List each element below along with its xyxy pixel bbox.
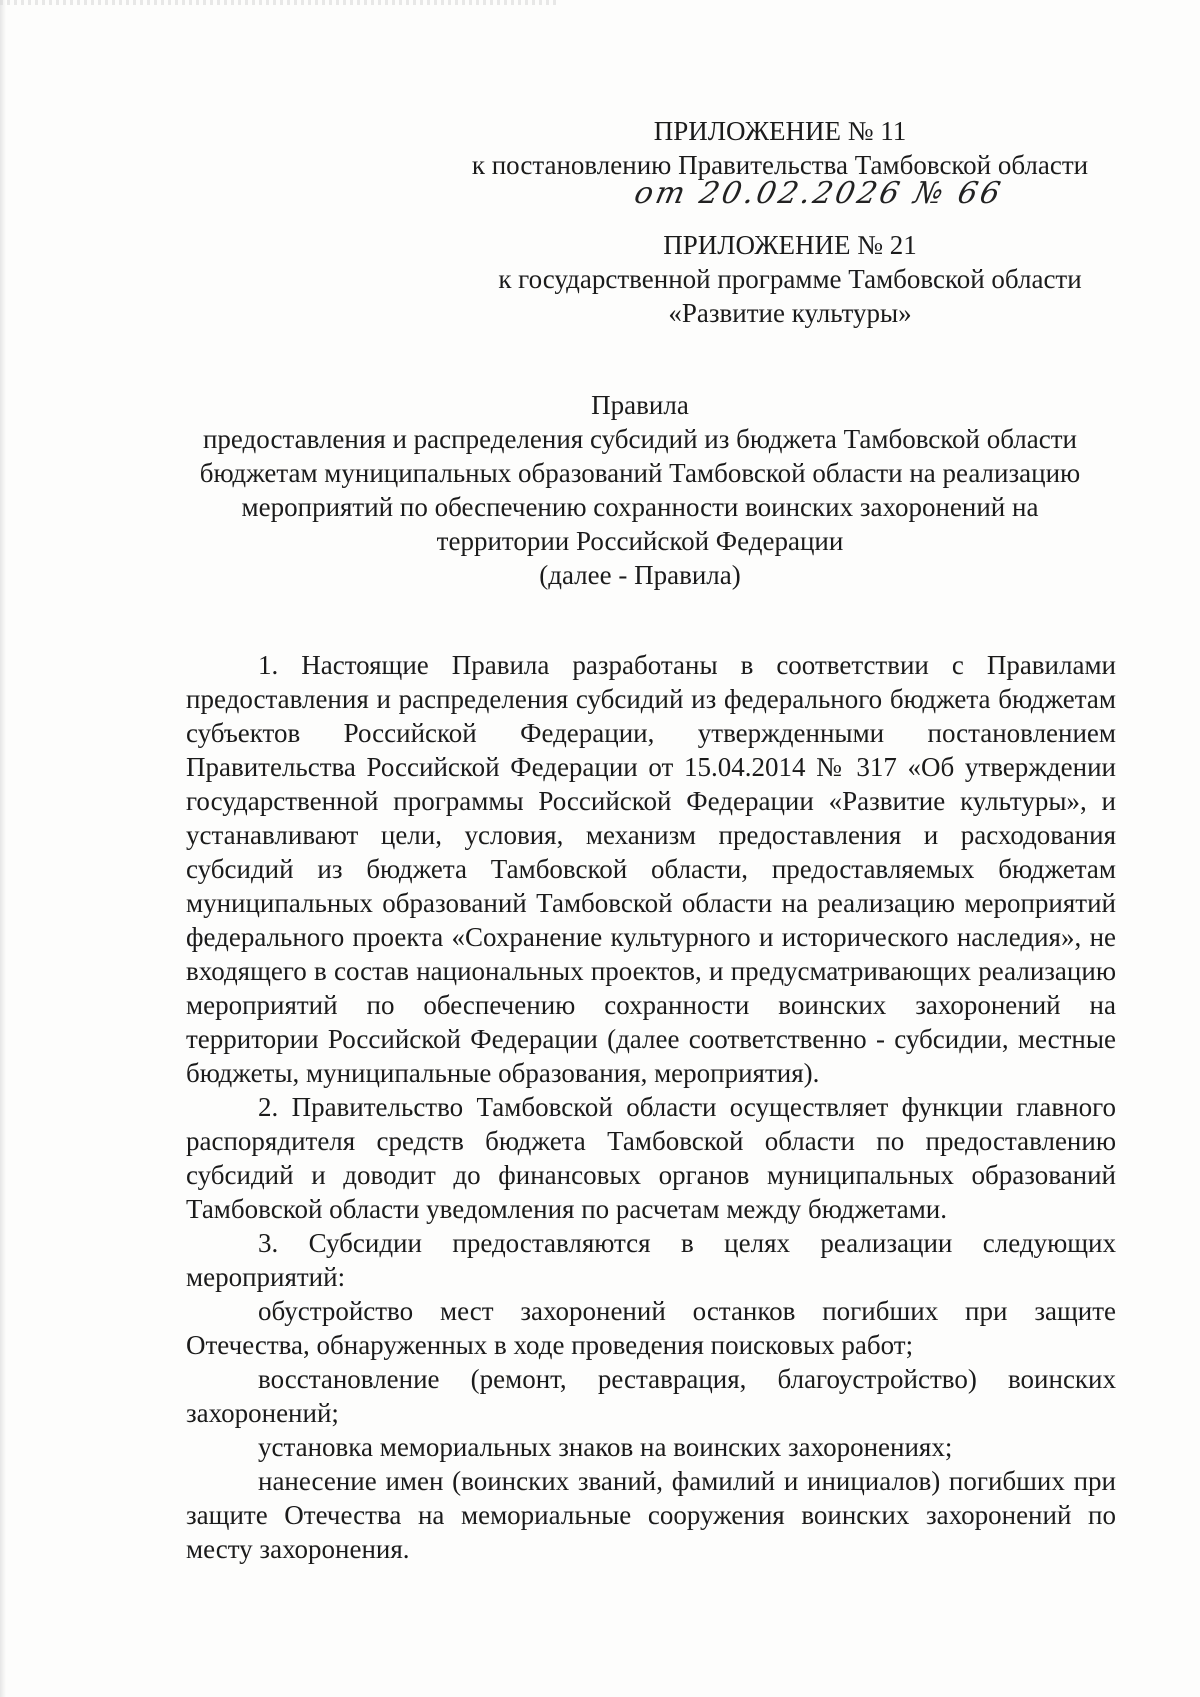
- appendix-21-program: «Развитие культуры»: [668, 298, 912, 328]
- appendix-11-title: ПРИЛОЖЕНИЕ № 11: [653, 116, 907, 146]
- document-title: [150, 388, 1130, 592]
- document-title-line: бюджетам муниципальных образований Тамбовской области на реализацию: [199, 458, 1081, 488]
- document-title-heading: Правила: [591, 390, 689, 420]
- paragraph-2: 2. Правительство Тамбовской области осуществляет функции главного распорядителя средств бюджета Тамбовской области по предоставлению субсидий и доводит до финансовых органов муниципальных образований Тамбовской области уведомления по расчетам между бюджетами.: [186, 1092, 1116, 1224]
- appendix-11-header: [460, 114, 1100, 182]
- scan-edge-artifact: [0, 0, 6, 1697]
- appendix-21-header: [480, 228, 1100, 330]
- paragraph-3: 3. Субсидии предоставляются в целях реализации следующих мероприятий:: [186, 1228, 1116, 1292]
- scan-top-artifact: [0, 0, 560, 5]
- paragraph-1: 1. Настоящие Правила разработаны в соответствии с Правилами предоставления и распределения субсидий из федерального бюджета бюджетам субъектов Российской Федерации, утвержденными постановлением Правительства Российской Федерации от 15.04.2014 № 317 «Об утверждении государственной программы Российской Федерации «Развитие культуры», и устанавливают цели, условия, механизм предоставления и расходования субсидий из бюджета Тамбовской области, предоставляемых бюджетам муниципальных образований Тамбовской области на реализацию мероприятий федерального проекта «Сохранение культурного и исторического наследия», не входящего в состав национальных проектов, и предусматривающих реализацию мероприятий по обеспечению сохранности воинских захоронений на территории Российской Федерации (далее соответственно - субсидии, местные бюджеты, муниципальные образования, мероприятия).: [186, 650, 1116, 1088]
- list-item-names-application: нанесение имен (воинских званий, фамилий и инициалов) погибших при защите Отечества на мемориальные сооружения воинских захоронений по месту захоронения.: [186, 1466, 1116, 1564]
- list-item-burial-arrangement: обустройство мест захоронений останков погибших при защите Отечества, обнаруженных в ходе проведения поисковых работ;: [186, 1296, 1116, 1360]
- appendix-21-subtitle: к государственной программе Тамбовской области: [498, 264, 1082, 294]
- document-title-line: мероприятий по обеспечению сохранности воинских захоронений на: [241, 492, 1039, 522]
- appendix-11-subtitle: к постановлению Правительства Тамбовской области: [471, 150, 1089, 180]
- document-title-line: (далее - Правила): [539, 560, 741, 590]
- document-title-line: предоставления и распределения субсидий из бюджета Тамбовской области: [202, 424, 1077, 454]
- document-title-line: территории Российской Федерации: [436, 526, 844, 556]
- handwritten-date-number: от 20.02.2026 № 66: [631, 176, 1007, 211]
- list-item-memorial-signs: установка мемориальных знаков на воинских захоронениях;: [258, 1432, 953, 1462]
- list-item-restoration: восстановление (ремонт, реставрация, благоустройство) воинских захоронений;: [186, 1364, 1116, 1428]
- document-body: [186, 648, 1116, 1566]
- appendix-21-title: ПРИЛОЖЕНИЕ № 21: [663, 230, 917, 260]
